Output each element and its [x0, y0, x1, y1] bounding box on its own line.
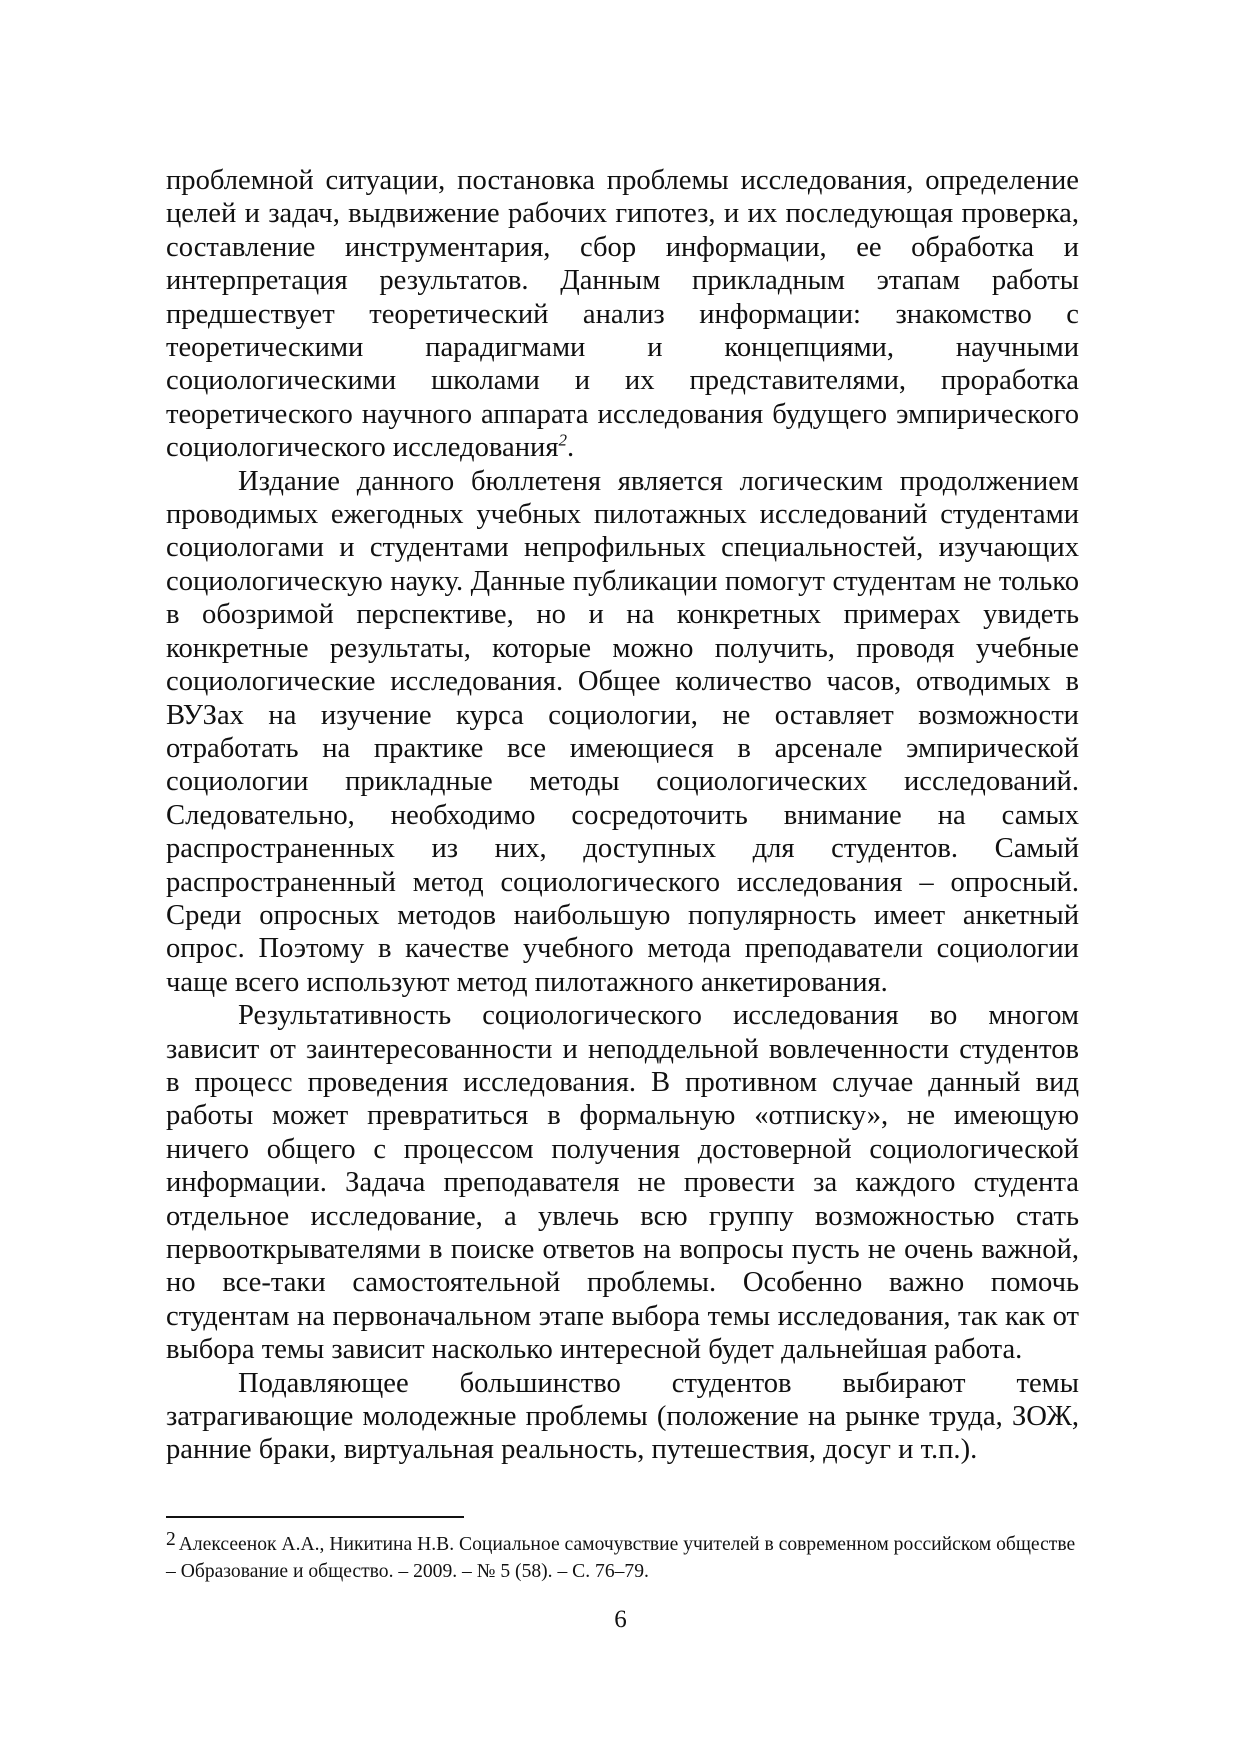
footnote-reference: 2	[558, 430, 567, 450]
paragraph-1	[166, 164, 1079, 465]
footnote-text: Алексеенок А.А., Никитина Н.В. Социальное самочувствие учителей в современном российском обществе – Образование и общество. – 2009. – № 5 (58). – С. 76–79.	[166, 1534, 1076, 1582]
page-number: 6	[614, 1606, 627, 1633]
footnote	[166, 1531, 1079, 1585]
footnote-divider	[166, 1516, 464, 1518]
paragraph-4: Подавляющее большинство студентов выбирают темы затрагивающие молодежные проблемы (положение на рынке труда, ЗОЖ, ранние браки, виртуальная реальность, путешествия, досуг и т.п.).	[166, 1367, 1079, 1466]
paragraph-2: Издание данного бюллетеня является логическим продолжением проводимых ежегодных учебных пилотажных исследований студентами социологами и студентами непрофильных специальностей, изучающих социологическую науку. Данные публикации помогут студентам не только в обозримой перспективе, но и на конкретных примерах увидеть конкретные результаты, которые можно получить, проводя учебные социологические исследования. Общее количество часов, отводимых в ВУЗах на изучение курса социологии, не оставляет возможности отработать на практике все имеющиеся в арсенале эмпирической социологии прикладные методы социологических исследований. Следовательно, необходимо сосредоточить внимание на самых распространенных из них, доступных для студентов. Самый распространенный метод социологического исследования – опросный. Среди опросных методов наибольшую популярность имеет анкетный опрос. Поэтому в качестве учебного метода преподаватели социологии чаще всего используют метод пилотажного анкетирования.	[166, 465, 1079, 998]
footnote-mark: 2	[166, 1529, 176, 1550]
paragraph-1-end: .	[566, 432, 575, 464]
paragraph-3: Результативность социологического исследования во многом зависит от заинтересованности и неподдельной вовлеченности студентов в процесс проведения исследования. В противном случае данный вид работы может превратиться в формальную «отписку», не имеющую ничего общего с процессом получения достоверной социологической информации. Задача преподавателя не провести за каждого студента отдельное исследование, а увлечь всю группу возможностью стать первооткрывателями в поиске ответов на вопросы пусть не очень важной, но все-таки самостоятельной проблемы. Особенно важно помочь студентам на первоначальном этапе выбора темы исследования, так как от выбора темы зависит насколько интересной будет дальнейшая работа.	[166, 1000, 1079, 1366]
body-text	[166, 164, 1079, 1467]
paragraph-1-text: проблемной ситуации, постановка проблемы исследования, определение целей и задач, выдвижение рабочих гипотез, и их последующая проверка, составление инструментария, сбор информации, ее обработка и интерпретация результатов. Данным прикладным этапам работы предшествует теоретический анализ информации: знакомство с теоретическими парадигмами и концепциями, научными социологическими школами и их представителями, проработка теоретического научного аппарата исследования будущего эмпирического социологического исследования	[166, 165, 1079, 464]
